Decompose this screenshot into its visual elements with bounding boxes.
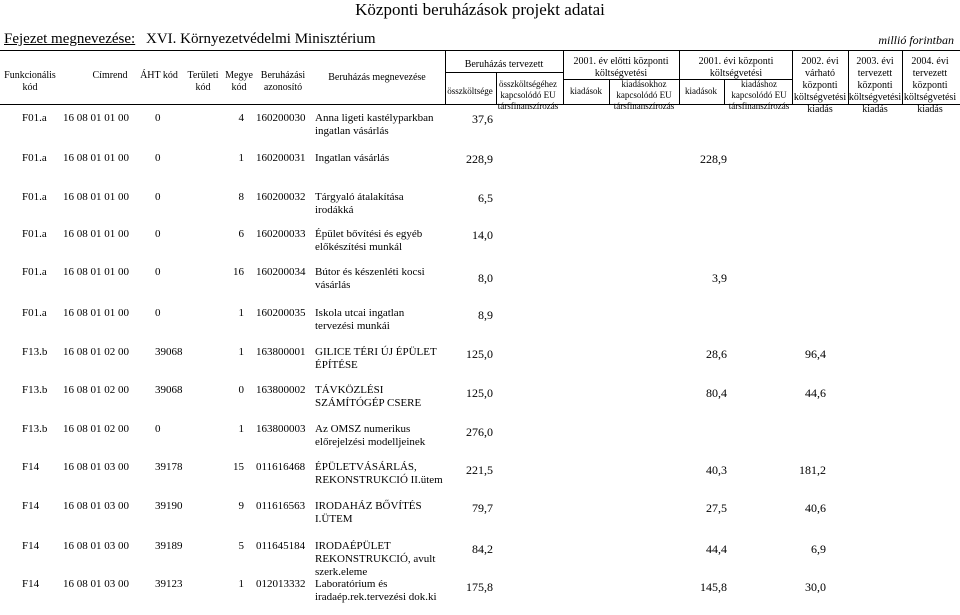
- cell-2001-kiadas: 27,5: [706, 501, 727, 515]
- header-line: 2003. évi: [856, 56, 894, 67]
- header-line: Megye: [225, 70, 253, 81]
- header-line: költségvetési: [709, 68, 763, 79]
- cell-cimrend: 16 08 01 01 00: [63, 152, 129, 164]
- cell-beruhazasi-azonosito: 163800001: [256, 346, 306, 358]
- header-line: költségvetési: [903, 92, 957, 103]
- header-evi2001-kiad: [679, 86, 723, 97]
- header-evi2001-group: [679, 56, 793, 80]
- page-title: Központi beruházások projekt adatai: [355, 0, 605, 19]
- cell-osszkoltseg: 8,0: [478, 271, 493, 285]
- cell-teruleti-kod: 16: [233, 266, 244, 278]
- cell-osszkoltseg: 175,8: [466, 580, 493, 594]
- cell-teruleti-kod: 5: [238, 540, 244, 552]
- cell-teruleti-kod: 1: [238, 578, 244, 590]
- header-line: Beruházási: [260, 70, 306, 81]
- cell-cimrend: 16 08 01 01 00: [63, 112, 129, 124]
- cell-osszkoltseg: 79,7: [472, 501, 493, 515]
- cell-2002-kiadas: 96,4: [805, 347, 826, 361]
- cell-beruhazasi-azonosito: 160200034: [256, 266, 306, 278]
- header-line: 2001. évi központi: [698, 56, 774, 67]
- header-divider: [563, 50, 564, 104]
- header-line: tervezett: [912, 68, 948, 79]
- unit-label: millió forintban: [878, 33, 954, 47]
- header-line: kapcsolódó EU: [500, 90, 556, 100]
- header-divider: [679, 50, 680, 104]
- cell-cimrend: 16 08 01 02 00: [63, 384, 129, 396]
- cell-funkcionalis-kod: F13.b: [22, 423, 48, 435]
- header-funkc: [0, 70, 60, 94]
- header-elotti-kiad: [563, 86, 609, 97]
- header-line: költségvetési: [594, 68, 648, 79]
- cell-cimrend: 16 08 01 02 00: [63, 346, 129, 358]
- header-divider: [496, 72, 497, 104]
- cell-cimrend: 16 08 01 01 00: [63, 266, 129, 278]
- cell-aht-kod: 0: [155, 228, 161, 240]
- cell-funkcionalis-kod: F01.a: [22, 307, 47, 319]
- header-line: kód: [231, 82, 247, 93]
- cell-aht-kod: 0: [155, 307, 161, 319]
- cell-funkcionalis-kod: F01.a: [22, 191, 47, 203]
- cell-osszkoltseg: 8,9: [478, 308, 493, 322]
- header-line: kiadáshoz: [741, 79, 777, 89]
- cell-cimrend: 16 08 01 03 00: [63, 578, 129, 590]
- cell-beruhazas-megnevezese: Laboratórium és iradaép.rek.tervezési dok.ki: [315, 578, 437, 603]
- cell-2001-kiadas: 28,6: [706, 347, 727, 361]
- cell-beruhazas-megnevezese: IRODAHÁZ BŐVÍTÉS I.ÜTEM: [315, 500, 422, 525]
- cell-teruleti-kod: 1: [238, 346, 244, 358]
- cell-beruhazas-megnevezese: IRODAÉPÜLET REKONSTRUKCIÓ, avult szerk.eleme: [315, 540, 436, 578]
- cell-funkcionalis-kod: F14: [22, 461, 40, 473]
- header-megnev: [312, 72, 442, 84]
- header-line: kód: [22, 82, 38, 93]
- cell-aht-kod: 0: [155, 266, 161, 278]
- header-line: 2002. évi: [801, 56, 839, 67]
- cell-beruhazasi-azonosito: 160200035: [256, 307, 306, 319]
- cell-teruleti-kod: 9: [238, 500, 244, 512]
- header-line: kiadások: [570, 86, 602, 96]
- header-line: kiadás: [807, 104, 833, 115]
- cell-cimrend: 16 08 01 01 00: [63, 228, 129, 240]
- cell-beruhazasi-azonosito: 160200031: [256, 152, 306, 164]
- header-line: Címrend: [92, 70, 128, 81]
- header-osszkoltseg: [445, 86, 495, 97]
- cell-2002-kiadas: 40,6: [805, 501, 826, 515]
- cell-osszkoltseg: 228,9: [466, 152, 493, 166]
- cell-2001-kiadas: 40,3: [706, 463, 727, 477]
- cell-beruhazas-megnevezese: GILICE TÉRI ÚJ ÉPÜLET ÉPÍTÉSE: [315, 346, 437, 371]
- header-aht: [134, 70, 184, 82]
- header-line: ÁHT kód: [140, 70, 178, 81]
- cell-osszkoltseg: 37,6: [472, 112, 493, 126]
- cell-beruhazasi-azonosito: 012013332: [256, 578, 306, 590]
- cell-funkcionalis-kod: F01.a: [22, 112, 47, 124]
- cell-beruhazasi-azonosito: 163800002: [256, 384, 306, 396]
- cell-beruhazas-megnevezese: Tárgyaló átalakítása irodákká: [315, 191, 404, 216]
- cell-aht-kod: 0: [155, 423, 161, 435]
- cell-beruhazasi-azonosito: 011616468: [256, 461, 306, 473]
- cell-funkcionalis-kod: F14: [22, 578, 40, 590]
- cell-osszkoltseg: 276,0: [466, 425, 493, 439]
- cell-aht-kod: 39189: [155, 540, 183, 552]
- cell-2001-kiadas: 228,9: [700, 152, 727, 166]
- cell-teruleti-kod: 0: [238, 384, 244, 396]
- header-evi2003: [848, 56, 902, 116]
- header-tervezett-group: [445, 59, 563, 71]
- cell-funkcionalis-kod: F14: [22, 500, 40, 512]
- cell-osszkoltseg: 125,0: [466, 386, 493, 400]
- cell-cimrend: 16 08 01 01 00: [63, 191, 129, 203]
- cell-aht-kod: 39123: [155, 578, 183, 590]
- cell-beruhazas-megnevezese: ÉPÜLETVÁSÁRLÁS, REKONSTRUKCIÓ II.ütem: [315, 461, 443, 486]
- cell-cimrend: 16 08 01 03 00: [63, 500, 129, 512]
- header-divider: [902, 50, 903, 104]
- cell-aht-kod: 0: [155, 152, 161, 164]
- header-group-underline: [679, 79, 792, 80]
- cell-cimrend: 16 08 01 02 00: [63, 423, 129, 435]
- header-line: költségvetési: [848, 92, 902, 103]
- cell-2001-kiadas: 3,9: [712, 271, 727, 285]
- cell-beruhazas-megnevezese: Ingatlan vásárlás: [315, 152, 390, 164]
- header-elotti-group: [563, 56, 679, 80]
- cell-funkcionalis-kod: F13.b: [22, 346, 48, 358]
- header-megye: [221, 70, 257, 94]
- cell-osszkoltseg: 125,0: [466, 347, 493, 361]
- cell-beruhazasi-azonosito: 163800003: [256, 423, 306, 435]
- cell-2002-kiadas: 6,9: [811, 542, 826, 556]
- cell-2002-kiadas: 181,2: [799, 463, 826, 477]
- header-divider: [609, 79, 610, 104]
- cell-osszkoltseg: 14,0: [472, 228, 493, 242]
- cell-aht-kod: 39068: [155, 346, 183, 358]
- cell-teruleti-kod: 4: [238, 112, 244, 124]
- header-line: központi: [802, 80, 838, 91]
- header-line: kiadások: [685, 86, 717, 96]
- cell-beruhazas-megnevezese: Épület bővítési és egyéb előkészítési munkál: [315, 228, 423, 253]
- cell-beruhazasi-azonosito: 011616563: [256, 500, 306, 512]
- cell-osszkoltseg: 6,5: [478, 191, 493, 205]
- cell-2001-kiadas: 80,4: [706, 386, 727, 400]
- cell-funkcionalis-kod: F01.a: [22, 228, 47, 240]
- cell-aht-kod: 0: [155, 112, 161, 124]
- cell-aht-kod: 39068: [155, 384, 183, 396]
- header-group-underline: [563, 79, 679, 80]
- header-divider: [848, 50, 849, 104]
- cell-funkcionalis-kod: F01.a: [22, 266, 47, 278]
- cell-osszkoltseg: 221,5: [466, 463, 493, 477]
- header-terul: [183, 70, 223, 94]
- cell-cimrend: 16 08 01 01 00: [63, 307, 129, 319]
- header-evi2002: [792, 56, 848, 116]
- header-divider: [792, 50, 793, 104]
- header-line: kapcsolódó EU: [731, 90, 787, 100]
- header-beruh-az: [258, 70, 308, 94]
- header-line: kiadás: [917, 104, 943, 115]
- cell-beruhazas-megnevezese: Iskola utcai ingatlan tervezési munkái: [315, 307, 405, 332]
- cell-funkcionalis-kod: F14: [22, 540, 40, 552]
- header-line: várható: [805, 68, 835, 79]
- header-top-rule: [0, 50, 960, 51]
- cell-2002-kiadas: 30,0: [805, 580, 826, 594]
- cell-funkcionalis-kod: F13.b: [22, 384, 48, 396]
- header-line: kapcsolódó EU: [616, 90, 672, 100]
- cell-aht-kod: 39178: [155, 461, 183, 473]
- cell-2001-kiadas: 145,8: [700, 580, 727, 594]
- header-evi2004: [902, 56, 958, 116]
- header-line: társfinanszírozás: [497, 101, 559, 111]
- cell-teruleti-kod: 8: [238, 191, 244, 203]
- header-line: kiadás: [862, 104, 888, 115]
- header-line: központi: [912, 80, 948, 91]
- header-group-underline: [445, 72, 563, 73]
- cell-funkcionalis-kod: F01.a: [22, 152, 47, 164]
- header-line: kiadásokhoz: [621, 79, 667, 89]
- cell-cimrend: 16 08 01 03 00: [63, 540, 129, 552]
- header-line: 2004. évi: [911, 56, 949, 67]
- cell-teruleti-kod: 1: [238, 307, 244, 319]
- header-line: költségvetési: [793, 92, 847, 103]
- cell-cimrend: 16 08 01 03 00: [63, 461, 129, 473]
- header-line: 2001. év előtti központi: [573, 56, 669, 67]
- chapter-label: Fejezet megnevezése:: [4, 31, 136, 47]
- cell-beruhazas-megnevezese: TÁVKÖZLÉSI SZÁMÍTÓGÉP CSERE: [315, 384, 422, 409]
- cell-beruhazasi-azonosito: 160200033: [256, 228, 306, 240]
- cell-aht-kod: 0: [155, 191, 161, 203]
- header-line: központi: [857, 80, 893, 91]
- header-line: összköltségéhez: [499, 79, 557, 89]
- cell-beruhazas-megnevezese: Bútor és készenléti kocsi vásárlás: [315, 266, 425, 291]
- cell-teruleti-kod: 1: [238, 152, 244, 164]
- cell-teruleti-kod: 6: [238, 228, 244, 240]
- header-line: kód: [195, 82, 211, 93]
- header-line: összköltsége: [447, 86, 493, 96]
- cell-osszkoltseg: 84,2: [472, 542, 493, 556]
- cell-2002-kiadas: 44,6: [805, 386, 826, 400]
- cell-beruhazasi-azonosito: 160200030: [256, 112, 306, 124]
- cell-beruhazas-megnevezese: Anna ligeti kastélyparkban ingatlan vásárlás: [315, 112, 434, 137]
- header-evi2001-eu: [724, 79, 794, 112]
- cell-teruleti-kod: 1: [238, 423, 244, 435]
- cell-aht-kod: 39190: [155, 500, 183, 512]
- chapter-name: XVI. Környezetvédelmi Minisztérium: [146, 31, 376, 47]
- cell-2001-kiadas: 44,4: [706, 542, 727, 556]
- header-line: azonosító: [263, 82, 303, 93]
- header-line: társfinanszírozás: [728, 101, 790, 111]
- header-line: Beruházás tervezett: [464, 59, 544, 70]
- header-line: Funkcionális: [4, 70, 56, 81]
- header-divider: [724, 79, 725, 104]
- header-elotti-eu: [609, 79, 679, 112]
- header-line: társfinanszírozás: [613, 101, 675, 111]
- cell-beruhazas-megnevezese: Az OMSZ numerikus előrejelzési modelljeinek: [315, 423, 426, 448]
- header-line: tervezett: [857, 68, 893, 79]
- cell-beruhazasi-azonosito: 011645184: [256, 540, 306, 552]
- cell-teruleti-kod: 15: [233, 461, 244, 473]
- header-eu-tars: [496, 79, 560, 112]
- cell-beruhazasi-azonosito: 160200032: [256, 191, 306, 203]
- header-divider: [445, 50, 446, 104]
- header-line: Területi: [187, 70, 219, 81]
- header-line: Beruházás megnevezése: [328, 72, 426, 83]
